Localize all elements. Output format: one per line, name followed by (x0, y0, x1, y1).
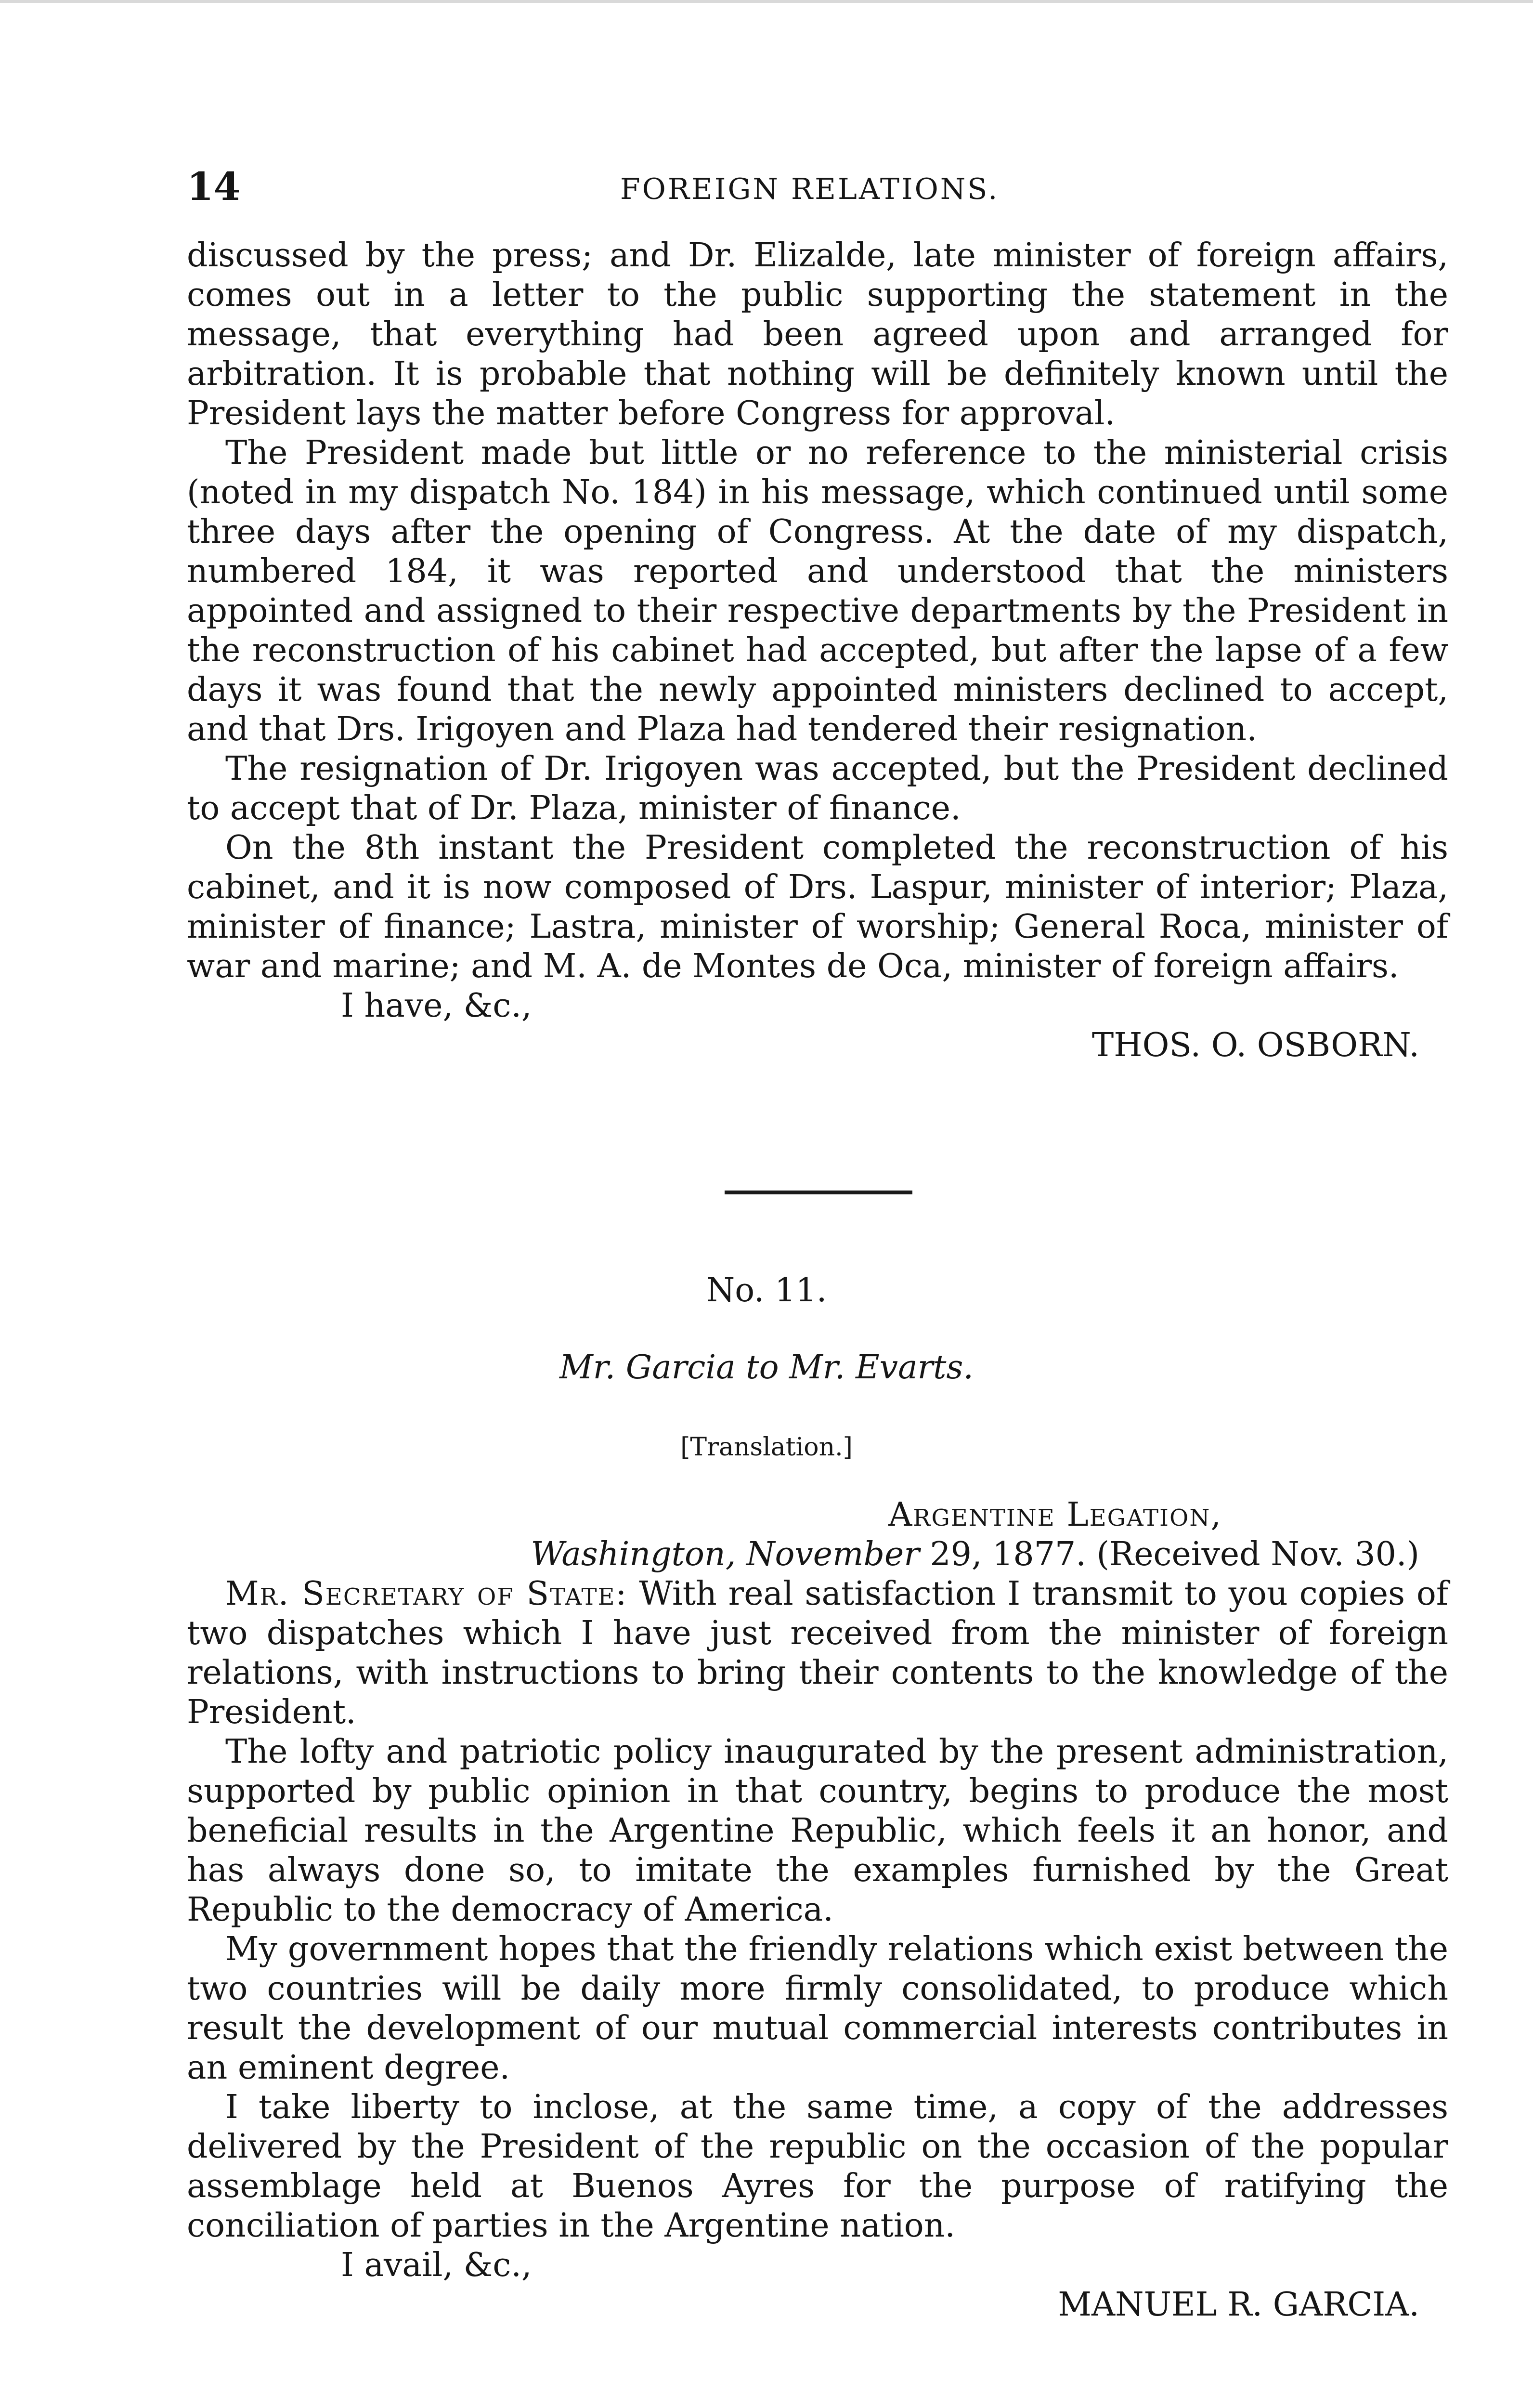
translation-note: [Translation.] (680, 1433, 853, 1462)
paragraph: The resignation of Dr. Irigoyen was accepted, but the President declined to accept that of Dr. Plaza, minister of finance. (187, 750, 1448, 827)
paragraph: I take liberty to inclose, at the same time, a copy of the addresses delivered by the President of the republic on the occasion of the popular assemblage held at Buenos Ayres for the purpose of ratifying the conciliation of parties in the Argentine nation. (187, 2088, 1448, 2245)
paragraph: My government hopes that the friendly relations which exist between the two countries will be daily more firmly consolidated, to produce which result the development of our mutual commercial interests contributes in an eminent degree. (187, 1930, 1448, 2087)
page-number: 14 (187, 164, 241, 209)
top-edge-rule (0, 0, 1533, 3)
first-letter-body (187, 236, 1448, 1065)
document-number: No. 11. (706, 1271, 827, 1309)
signature: THOS. O. OSBORN. (1091, 1026, 1419, 1064)
paragraph: The lofty and patriotic policy inaugurated by the present administration, supported by public opinion in that country, begins to produce the most beneficial results in the Argentine Republic, which feels it an honor, and has always done so, to imitate the examples furnished by the Great Republic to the democracy of America. (187, 1733, 1448, 1929)
paragraph-text: With real satisfaction I transmit to you copies of two dispatches which I have just received from the minister of foreign relations, with instructions to bring their contents to the knowledge of the President. (187, 1575, 1448, 1731)
salutation: Mr. Secretary of State: (225, 1575, 628, 1613)
closing: I avail, &c., (341, 2246, 532, 2284)
paragraph: On the 8th instant the President completed the reconstruction of his cabinet, and it is now composed of Drs. Laspur, minister of interior; Plaza, minister of finance; Lastra, minister of worship; General Roca, minister of war and marine; and M. A. de Montes de Oca, minister of foreign affairs. (187, 829, 1448, 985)
closing: I have, &c., (341, 987, 532, 1025)
paragraph (187, 1574, 1448, 1732)
dateline-received: (Received Nov. 30.) (1086, 1535, 1419, 1573)
page-header (187, 164, 1448, 217)
correspondents-heading: Mr. Garcia to Mr. Evarts. (559, 1348, 974, 1387)
paragraph: discussed by the press; and Dr. Elizalde, late minister of foreign affairs, comes out in a letter to the public supporting the statement in the message, that everything had been agreed upon and arranged for arbitration. It is probable that nothing will be definitely known until the President lays the matter before Congress for approval. (187, 236, 1448, 432)
signature: MANUEL R. GARCIA. (1058, 2286, 1419, 2324)
paragraph: The President made but little or no reference to the ministerial crisis (noted in my dispatch No. 184) in his message, which continued until some three days after the opening of Congress. At the date of my dispatch, numbered 184, it was reported and understood that the ministers appointed and assigned to their respective departments by the President in the reconstruction of his cabinet had accepted, but after the lapse of a few days it was found that the newly appointed ministers declined to accept, and that Drs. Irigoyen and Plaza had tendered their resignation. (187, 434, 1448, 748)
dateline (187, 1535, 1448, 1574)
dateline-place: Washington, November (531, 1535, 920, 1573)
running-head: FOREIGN RELATIONS. (620, 172, 1000, 206)
dateline-day: 29, 1877. (919, 1535, 1086, 1573)
second-letter-body (187, 1495, 1448, 2325)
section-divider (725, 1191, 912, 1194)
legation-heading: Argentine Legation, (888, 1496, 1222, 1534)
